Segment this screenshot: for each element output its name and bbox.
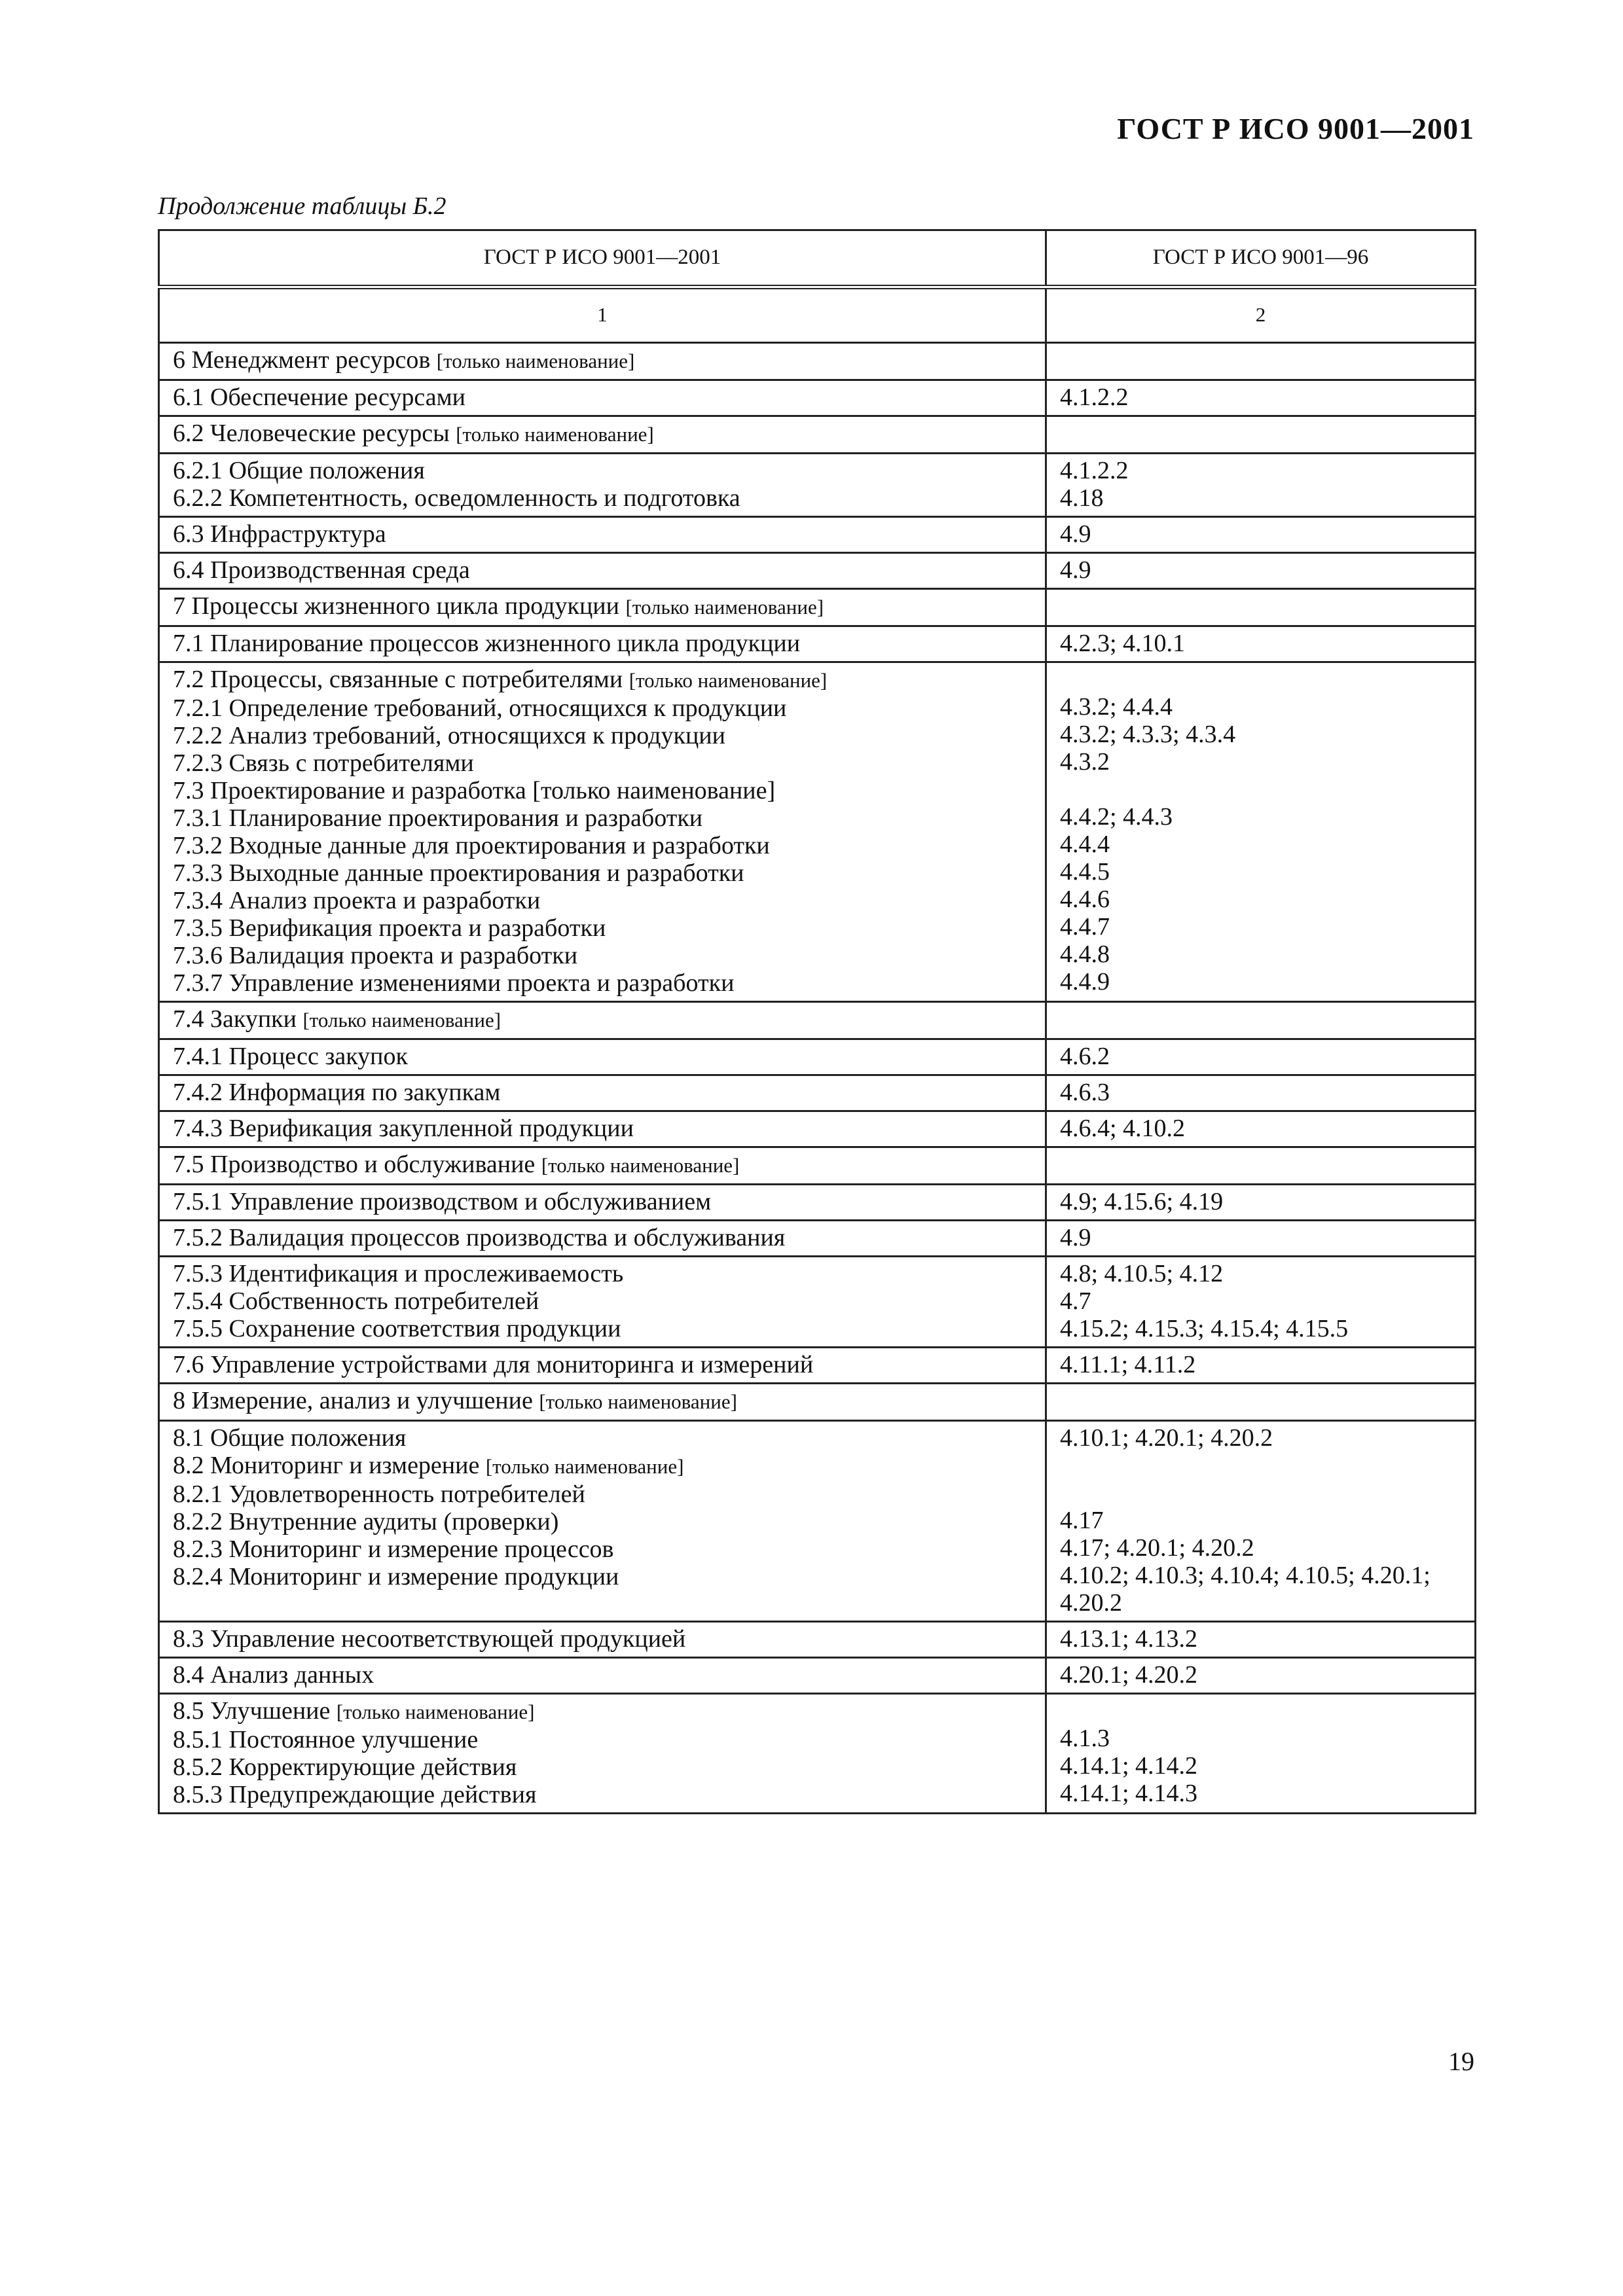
clause-line bbox=[173, 1563, 1032, 1590]
clause-text: 7.3.3 Выходные данные проектирования и разработки bbox=[173, 859, 744, 887]
reference-line: 4.11.1; 4.11.2 bbox=[1060, 1351, 1196, 1378]
table-row bbox=[159, 553, 1476, 589]
clause-text: 7.5.1 Управление производством и обслуживанием bbox=[173, 1188, 712, 1215]
clause-text: 6.4 Производственная среда bbox=[173, 556, 470, 584]
table-row bbox=[159, 416, 1476, 454]
clause-line bbox=[173, 1260, 1032, 1287]
table-row bbox=[159, 1421, 1476, 1622]
clause-text: 7.2.1 Определение требований, относящихся к продукции bbox=[173, 694, 787, 722]
column-number-2: 2 bbox=[1046, 287, 1476, 343]
clause-line bbox=[173, 457, 1032, 484]
column-number-row bbox=[159, 287, 1476, 343]
reference-line: 4.4.2; 4.4.3 bbox=[1060, 803, 1173, 831]
table-row bbox=[159, 626, 1476, 662]
clause-text: 8.5.1 Постоянное улучшение bbox=[173, 1726, 479, 1753]
reference-line: 4.17 bbox=[1060, 1507, 1104, 1534]
page-number: 19 bbox=[1448, 2047, 1474, 2076]
reference-line: 4.1.3 bbox=[1060, 1725, 1110, 1752]
clause-line bbox=[173, 520, 1032, 548]
table-row bbox=[159, 1257, 1476, 1348]
clause-cell-2001 bbox=[159, 343, 1046, 380]
name-only-note: [только наименование] bbox=[485, 1455, 684, 1478]
clause-line bbox=[173, 1188, 1032, 1215]
reference-line: 4.7 bbox=[1060, 1287, 1091, 1315]
name-only-note: [только наименование] bbox=[539, 1390, 737, 1413]
clause-cell-2001 bbox=[159, 1111, 1046, 1147]
clause-cell-96 bbox=[1046, 553, 1476, 589]
clause-text: 7.3.5 Верификация проекта и разработки bbox=[173, 914, 606, 942]
clause-text: 8.2 Мониторинг и измерение bbox=[173, 1452, 486, 1479]
reference-line: 4.6.4; 4.10.2 bbox=[1060, 1115, 1186, 1142]
name-only-note: [только наименование] bbox=[625, 596, 824, 619]
column-header-gost-96: ГОСТ Р ИСО 9001—96 bbox=[1046, 230, 1476, 287]
clause-text: 6.2.2 Компетентность, осведомленность и подготовка bbox=[173, 484, 740, 512]
clause-line bbox=[173, 1287, 1032, 1315]
clause-text: 6.2.1 Общие положения bbox=[173, 457, 425, 484]
table-row bbox=[159, 517, 1476, 553]
clause-cell-2001 bbox=[159, 1039, 1046, 1075]
reference-line: 4.4.4 bbox=[1060, 831, 1110, 858]
reference-line: 4.14.1; 4.14.2 bbox=[1060, 1752, 1198, 1780]
clause-line bbox=[173, 832, 1032, 859]
reference-line: 4.3.2; 4.3.3; 4.3.4 bbox=[1060, 721, 1236, 748]
clause-text: 7.6 Управление устройствами для мониторинга и измерений bbox=[173, 1351, 814, 1378]
table-row bbox=[159, 1221, 1476, 1257]
clause-line bbox=[173, 1115, 1032, 1142]
clause-line bbox=[173, 859, 1032, 887]
clause-text: 8.1 Общие положения bbox=[173, 1424, 407, 1452]
clause-cell-2001 bbox=[159, 1384, 1046, 1421]
reference-line: 4.1.2.2 bbox=[1060, 457, 1129, 484]
column-header-row bbox=[159, 230, 1476, 287]
clause-cell-96 bbox=[1046, 1039, 1476, 1075]
reference-line: 4.3.2 bbox=[1060, 748, 1110, 776]
clause-cell-2001 bbox=[159, 662, 1046, 1002]
clause-cell-2001 bbox=[159, 416, 1046, 454]
clause-cell-96 bbox=[1046, 416, 1476, 454]
document-header-title: ГОСТ Р ИСО 9001—2001 bbox=[1117, 112, 1474, 145]
reference-line: 4.17; 4.20.1; 4.20.2 bbox=[1060, 1534, 1254, 1562]
clause-cell-2001 bbox=[159, 1002, 1046, 1039]
clause-line bbox=[173, 1661, 1032, 1689]
clause-line bbox=[173, 1625, 1032, 1653]
clause-text: 7.3.6 Валидация проекта и разработки bbox=[173, 942, 578, 969]
table-row bbox=[159, 1622, 1476, 1658]
clause-cell-2001 bbox=[159, 1075, 1046, 1111]
clause-cell-96 bbox=[1046, 662, 1476, 1002]
clause-text: 8.3 Управление несоответствующей продукцией bbox=[173, 1625, 686, 1653]
clause-line bbox=[173, 346, 1032, 375]
clause-line bbox=[173, 887, 1032, 914]
clause-cell-2001 bbox=[159, 1658, 1046, 1694]
reference-line: 4.20.1; 4.20.2 bbox=[1060, 1661, 1198, 1689]
table-row bbox=[159, 1185, 1476, 1221]
clause-line bbox=[173, 484, 1032, 512]
clause-cell-96 bbox=[1046, 1421, 1476, 1622]
clause-text: 7.4.3 Верификация закупленной продукции bbox=[173, 1115, 634, 1142]
clause-cell-2001 bbox=[159, 1348, 1046, 1384]
reference-line: 4.18 bbox=[1060, 484, 1104, 512]
clause-cell-96 bbox=[1046, 1221, 1476, 1257]
clause-line bbox=[173, 1151, 1032, 1179]
clause-cell-2001 bbox=[159, 626, 1046, 662]
name-only-note: [только наименование] bbox=[302, 1009, 501, 1031]
clause-text: 7.5 Производство и обслуживание bbox=[173, 1151, 541, 1178]
clause-cell-2001 bbox=[159, 1694, 1046, 1814]
name-only-note: [только наименование] bbox=[541, 1154, 740, 1177]
reference-line: 4.9 bbox=[1060, 520, 1091, 548]
clause-cell-2001 bbox=[159, 1257, 1046, 1348]
column-number-1: 1 bbox=[159, 287, 1046, 343]
reference-line bbox=[1060, 1479, 1461, 1507]
clause-line bbox=[173, 1480, 1032, 1508]
table-body bbox=[159, 230, 1476, 1814]
clause-cell-2001 bbox=[159, 553, 1046, 589]
clause-line bbox=[173, 1387, 1032, 1416]
reference-line bbox=[1060, 1387, 1461, 1414]
clause-cell-96 bbox=[1046, 1185, 1476, 1221]
clause-cell-96 bbox=[1046, 517, 1476, 553]
table-row bbox=[159, 1039, 1476, 1075]
clause-text: 8.4 Анализ данных bbox=[173, 1661, 374, 1689]
reference-line: 4.4.8 bbox=[1060, 941, 1110, 968]
table-row bbox=[159, 1694, 1476, 1814]
clause-cell-96 bbox=[1046, 454, 1476, 517]
clause-text: 6.1 Обеспечение ресурсами bbox=[173, 384, 465, 411]
clause-text: 7.5.3 Идентификация и прослеживаемость bbox=[173, 1260, 624, 1287]
clause-cell-96 bbox=[1046, 1147, 1476, 1185]
clause-line bbox=[173, 1079, 1032, 1106]
reference-line: 4.4.7 bbox=[1060, 913, 1110, 941]
reference-line: 4.13.1; 4.13.2 bbox=[1060, 1625, 1198, 1653]
name-only-note: [только наименование] bbox=[336, 1700, 535, 1723]
clause-cell-2001 bbox=[159, 517, 1046, 553]
clause-text: 7.4.2 Информация по закупкам bbox=[173, 1079, 501, 1106]
clause-line bbox=[173, 384, 1032, 411]
clause-line bbox=[173, 1315, 1032, 1342]
reference-line: 4.10.1; 4.20.1; 4.20.2 bbox=[1060, 1424, 1273, 1452]
clause-line bbox=[173, 969, 1032, 997]
clause-line bbox=[173, 1351, 1032, 1378]
table-row bbox=[159, 1658, 1476, 1694]
clause-text: 7.4 Закупки bbox=[173, 1005, 303, 1033]
table-row bbox=[159, 1075, 1476, 1111]
reference-line: 4.3.2; 4.4.4 bbox=[1060, 693, 1173, 721]
reference-line: 4.9 bbox=[1060, 556, 1091, 584]
clause-line bbox=[173, 556, 1032, 584]
clause-cell-96 bbox=[1046, 1658, 1476, 1694]
clause-text: 7.1 Планирование процессов жизненного цикла продукции bbox=[173, 630, 801, 657]
reference-line: 4.6.3 bbox=[1060, 1079, 1110, 1106]
column-header-gost-2001: ГОСТ Р ИСО 9001—2001 bbox=[159, 230, 1046, 287]
clause-text: 8.5.3 Предупреждающие действия bbox=[173, 1781, 537, 1808]
reference-line: 4.15.2; 4.15.3; 4.15.4; 4.15.5 bbox=[1060, 1315, 1349, 1342]
table-row bbox=[159, 1147, 1476, 1185]
clause-cell-2001 bbox=[159, 1147, 1046, 1185]
clause-text: 8.2.3 Мониторинг и измерение процессов bbox=[173, 1535, 614, 1563]
reference-line bbox=[1060, 346, 1461, 374]
clause-line bbox=[173, 749, 1032, 777]
clause-text: 8.2.1 Удовлетворенность потребителей bbox=[173, 1480, 585, 1508]
name-only-note: [только наименование] bbox=[629, 669, 828, 692]
clause-line bbox=[173, 694, 1032, 722]
reference-line: 4.6.2 bbox=[1060, 1043, 1110, 1070]
clause-cell-96 bbox=[1046, 1694, 1476, 1814]
clause-text: 8 Измерение, анализ и улучшение bbox=[173, 1387, 539, 1414]
clause-cell-96 bbox=[1046, 1257, 1476, 1348]
reference-line: 4.4.6 bbox=[1060, 886, 1110, 913]
reference-line: 4.2.3; 4.10.1 bbox=[1060, 630, 1186, 657]
clause-cell-96 bbox=[1046, 1111, 1476, 1147]
clause-cell-96 bbox=[1046, 626, 1476, 662]
reference-line bbox=[1060, 666, 1461, 693]
clause-text: 7 Процессы жизненного цикла продукции bbox=[173, 592, 626, 620]
clause-cell-2001 bbox=[159, 1622, 1046, 1658]
clause-cell-2001 bbox=[159, 380, 1046, 416]
clause-text: 7.5.2 Валидация процессов производства и обслуживания bbox=[173, 1224, 786, 1251]
reference-line: 4.1.2.2 bbox=[1060, 384, 1129, 411]
table-row bbox=[159, 380, 1476, 416]
clause-line bbox=[173, 1452, 1032, 1480]
clause-line bbox=[173, 942, 1032, 969]
clause-text: 7.2.2 Анализ требований, относящихся к продукции bbox=[173, 722, 725, 749]
clause-text: 7.5.5 Сохранение соответствия продукции bbox=[173, 1315, 621, 1342]
table-row bbox=[159, 343, 1476, 380]
table-row bbox=[159, 454, 1476, 517]
table-row bbox=[159, 589, 1476, 626]
clause-text: 8.2.4 Мониторинг и измерение продукции bbox=[173, 1563, 619, 1590]
clause-line bbox=[173, 666, 1032, 694]
clause-text: 8.2.2 Внутренние аудиты (проверки) bbox=[173, 1508, 559, 1535]
clause-text: 7.3.7 Управление изменениями проекта и разработки bbox=[173, 969, 735, 997]
clause-cell-96 bbox=[1046, 1348, 1476, 1384]
clause-cell-96 bbox=[1046, 1002, 1476, 1039]
clause-text: 7.5.4 Собственность потребителей bbox=[173, 1287, 539, 1315]
clause-text: 6 Менеджмент ресурсов bbox=[173, 346, 437, 374]
name-only-note: [только наименование] bbox=[436, 350, 635, 372]
clause-text: 6.2 Человеческие ресурсы bbox=[173, 420, 456, 447]
table-caption: Продолжение таблицы Б.2 bbox=[158, 192, 447, 220]
reference-line: 4.4.9 bbox=[1060, 968, 1110, 996]
table-row bbox=[159, 1384, 1476, 1421]
clause-line bbox=[173, 1726, 1032, 1753]
clause-text: 8.5 Улучшение bbox=[173, 1697, 337, 1725]
table-row bbox=[159, 662, 1476, 1002]
clause-cell-96 bbox=[1046, 380, 1476, 416]
clause-line bbox=[173, 804, 1032, 832]
reference-line: 4.9 bbox=[1060, 1224, 1091, 1251]
table-row bbox=[159, 1111, 1476, 1147]
clause-text: 7.2 Процессы, связанные с потребителями bbox=[173, 666, 629, 693]
clause-line bbox=[173, 914, 1032, 942]
clause-cell-96 bbox=[1046, 343, 1476, 380]
clause-text: 7.3.2 Входные данные для проектирования и разработки bbox=[173, 832, 770, 859]
clause-line bbox=[173, 1424, 1032, 1452]
reference-line: 4.4.5 bbox=[1060, 858, 1110, 886]
reference-line bbox=[1060, 420, 1461, 447]
reference-line: 4.8; 4.10.5; 4.12 bbox=[1060, 1260, 1224, 1287]
clause-cell-96 bbox=[1046, 1622, 1476, 1658]
clause-line bbox=[173, 1043, 1032, 1070]
clause-cell-96 bbox=[1046, 1384, 1476, 1421]
reference-line bbox=[1060, 1151, 1461, 1178]
reference-line: 4.10.2; 4.10.3; 4.10.4; 4.10.5; 4.20.1; 4.20.2 bbox=[1060, 1562, 1431, 1617]
reference-line: 4.14.1; 4.14.3 bbox=[1060, 1780, 1198, 1807]
reference-line: 4.9; 4.15.6; 4.19 bbox=[1060, 1188, 1224, 1215]
correspondence-table bbox=[158, 229, 1476, 1814]
clause-line bbox=[173, 1508, 1032, 1535]
reference-line bbox=[1060, 592, 1461, 620]
clause-cell-2001 bbox=[159, 454, 1046, 517]
clause-line bbox=[173, 722, 1032, 749]
clause-text: 7.4.1 Процесс закупок bbox=[173, 1043, 408, 1070]
clause-line bbox=[173, 777, 1032, 804]
clause-text: 7.2.3 Связь с потребителями bbox=[173, 749, 474, 777]
clause-line bbox=[173, 592, 1032, 621]
clause-cell-2001 bbox=[159, 1221, 1046, 1257]
clause-text: 8.5.2 Корректирующие действия bbox=[173, 1753, 517, 1781]
clause-cell-2001 bbox=[159, 1421, 1046, 1622]
clause-line bbox=[173, 1697, 1032, 1726]
clause-line bbox=[173, 1781, 1032, 1808]
clause-cell-96 bbox=[1046, 1075, 1476, 1111]
clause-line bbox=[173, 1753, 1032, 1781]
clause-line bbox=[173, 1005, 1032, 1034]
clause-cell-96 bbox=[1046, 589, 1476, 626]
reference-line bbox=[1060, 1452, 1461, 1479]
clause-cell-2001 bbox=[159, 1185, 1046, 1221]
clause-text: 7.3.1 Планирование проектирования и разработки bbox=[173, 804, 703, 832]
reference-line bbox=[1060, 776, 1461, 803]
table-row bbox=[159, 1348, 1476, 1384]
reference-line bbox=[1060, 1697, 1461, 1725]
name-only-note: [только наименование] bbox=[456, 423, 654, 446]
clause-line bbox=[173, 1535, 1032, 1563]
clause-text: 7.3 Проектирование и разработка [только наименование] bbox=[173, 777, 776, 804]
clause-line bbox=[173, 630, 1032, 657]
table-row bbox=[159, 1002, 1476, 1039]
reference-line bbox=[1060, 1005, 1461, 1033]
clause-line bbox=[173, 420, 1032, 448]
clause-line bbox=[173, 1224, 1032, 1251]
clause-text: 6.3 Инфраструктура bbox=[173, 520, 386, 548]
clause-text: 7.3.4 Анализ проекта и разработки bbox=[173, 887, 541, 914]
clause-cell-2001 bbox=[159, 589, 1046, 626]
